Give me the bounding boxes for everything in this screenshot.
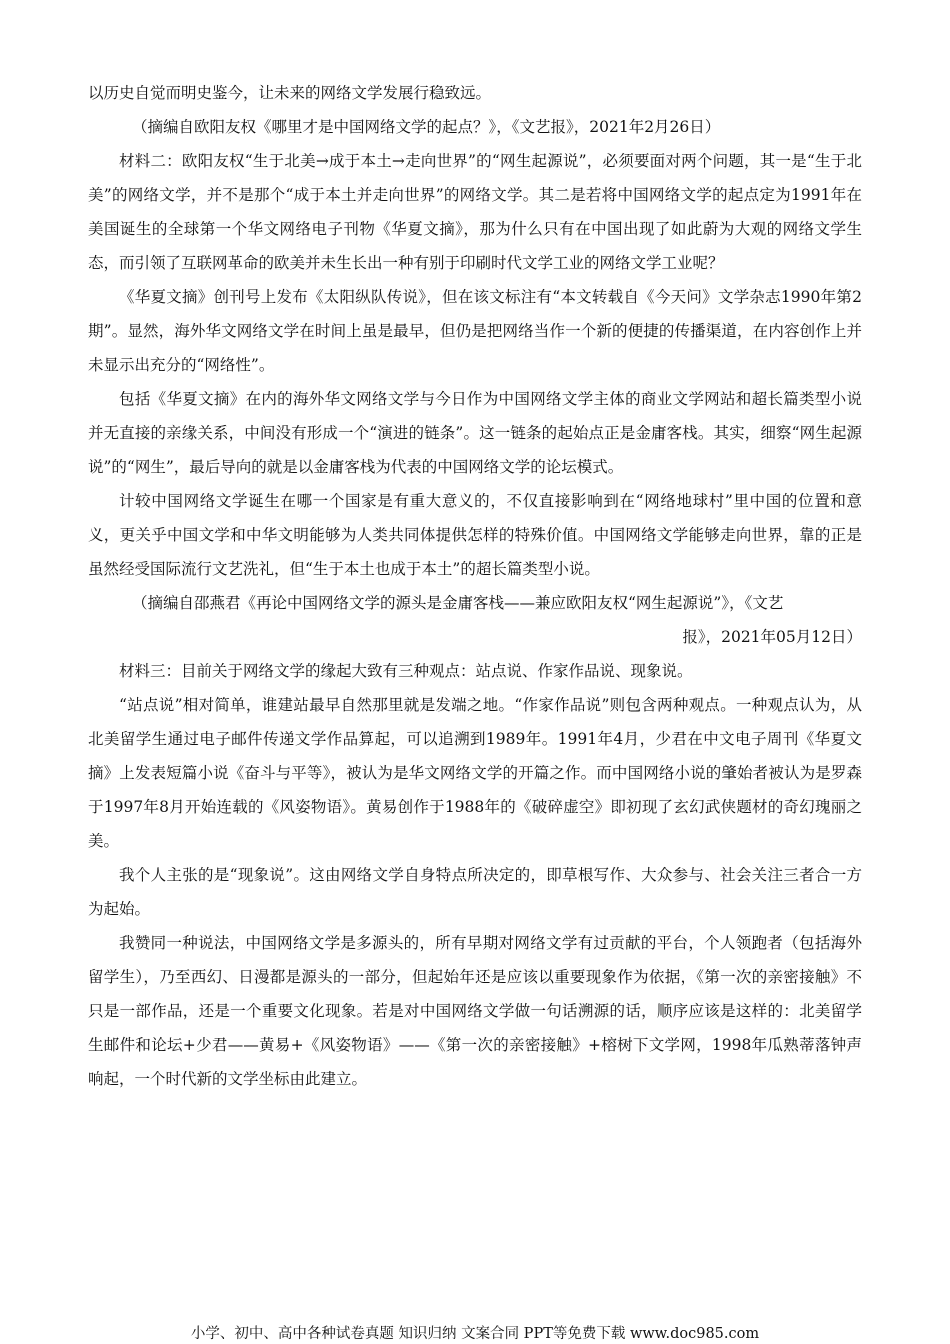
paragraph-5: “站点说”相对简单，谁建站最早自然那里就是发端之地。“作家作品说”则包含两种观点。一种观点认为，从北美留学生通过电子邮件传递文学作品算起，可以追溯到1989年。1991年4月，少君在中文电子周刊《华夏文摘》上发表短篇小说《奋斗与平等》，被认为是华文网络文学的开篇之作。而中国网络小说的肇始者被认为是罗森于1997年8月开始连载的《风姿物语》。黄易创作于1988年的《破碎虚空》即初现了玄幻武侠题材的奇幻瑰丽之美。 [88,696,862,850]
paragraph-1: 以历史自觉而明史鉴今，让未来的网络文学发展行稳致远。 [88,84,492,102]
page-footer: 小学、初中、高中各种试卷真题 知识归纳 文案合同 PPT等免费下载 www.doc985.com [190,1326,760,1342]
paragraph-6: 我个人主张的是“现象说”。这由网络文学自身特点所决定的，即草根写作、大众参与、社会关注三者合一方为起始。 [88,866,862,918]
paragraph-4: 计较中国网络文学诞生在哪一个国家是有重大意义的，不仅直接影响到在“网络地球村”里中国的位置和意义，更关乎中国文学和中华文明能够为人类共同体提供怎样的特殊价值。中国网络文学能够走向世界，靠的正是虽然经受国际流行文艺洗礼，但“生于本土也成于本土”的超长篇类型小说。 [88,492,862,578]
paragraph-2: 《华夏文摘》创刊号上发布《太阳纵队传说》，但在该文标注有“本文转载自《今天问》文学杂志1990年第2期”。显然，海外华文网络文学在时间上虽是最早，但仍是把网络当作一个新的便捷的传播渠道，在内容创作上并未显示出充分的“网络性”。 [88,288,862,374]
paragraph-7: 我赞同一种说法，中国网络文学是多源头的，所有早期对网络文学有过贡献的平台，个人领跑者（包括海外留学生），乃至西幻、日漫都是源头的一部分，但起始年还是应该以重要现象作为依据，《第一次的亲密接触》不只是一部作品，还是一个重要文化现象。若是对中国网络文学做一句话溯源的话，顺序应该是这样的：北美留学生邮件和论坛+少君——黄易+《风姿物语》——《第一次的亲密接触》+榕树下文学网，1998年瓜熟蒂落钟声响起，一个时代新的文学坐标由此建立。 [88,934,862,1088]
paragraph-material-2: 材料二：欧阳友权“生于北美→成于本土→走向世界”的“网生起源说”，必须要面对两个问题，其一是“生于北美”的网络文学，并不是那个“成于本土并走向世界”的网络文学。其二是若将中国网络文学的起点定为1991年在美国诞生的全球第一个华文网络电子刊物《华夏文摘》，那为什么只有在中国出现了如此蔚为大观的网络文学生态，而引领了互联网革命的欧美并未生长出一种有别于印刷时代文学工业的网络文学工业呢？ [88,152,862,272]
source-citation-2-line-1: （摘编自邵燕君《再论中国网络文学的源头是金庸客栈——兼应欧阳友权“网生起源说”》，《文艺 [132,594,784,612]
source-citation-1: （摘编自欧阳友权《哪里才是中国网络文学的起点？》，《文艺报》，2021年2月26日） [132,118,721,136]
document-body [88,76,862,1096]
paragraph-material-3: 材料三：目前关于网络文学的缘起大致有三种观点：站点说、作家作品说、现象说。 [119,662,693,680]
paragraph-3: 包括《华夏文摘》在内的海外华文网络文学与今日作为中国网络文学主体的商业文学网站和超长篇类型小说并无直接的亲缘关系，中间没有形成一个“演进的链条”。这一链条的起始点正是金庸客栈。其实，细察“网生起源说”的“网生”，最后导向的就是以金庸客栈为代表的中国网络文学的论坛模式。 [88,390,862,476]
source-citation-2-line-2: 报》，2021年05月12日） [682,628,862,646]
